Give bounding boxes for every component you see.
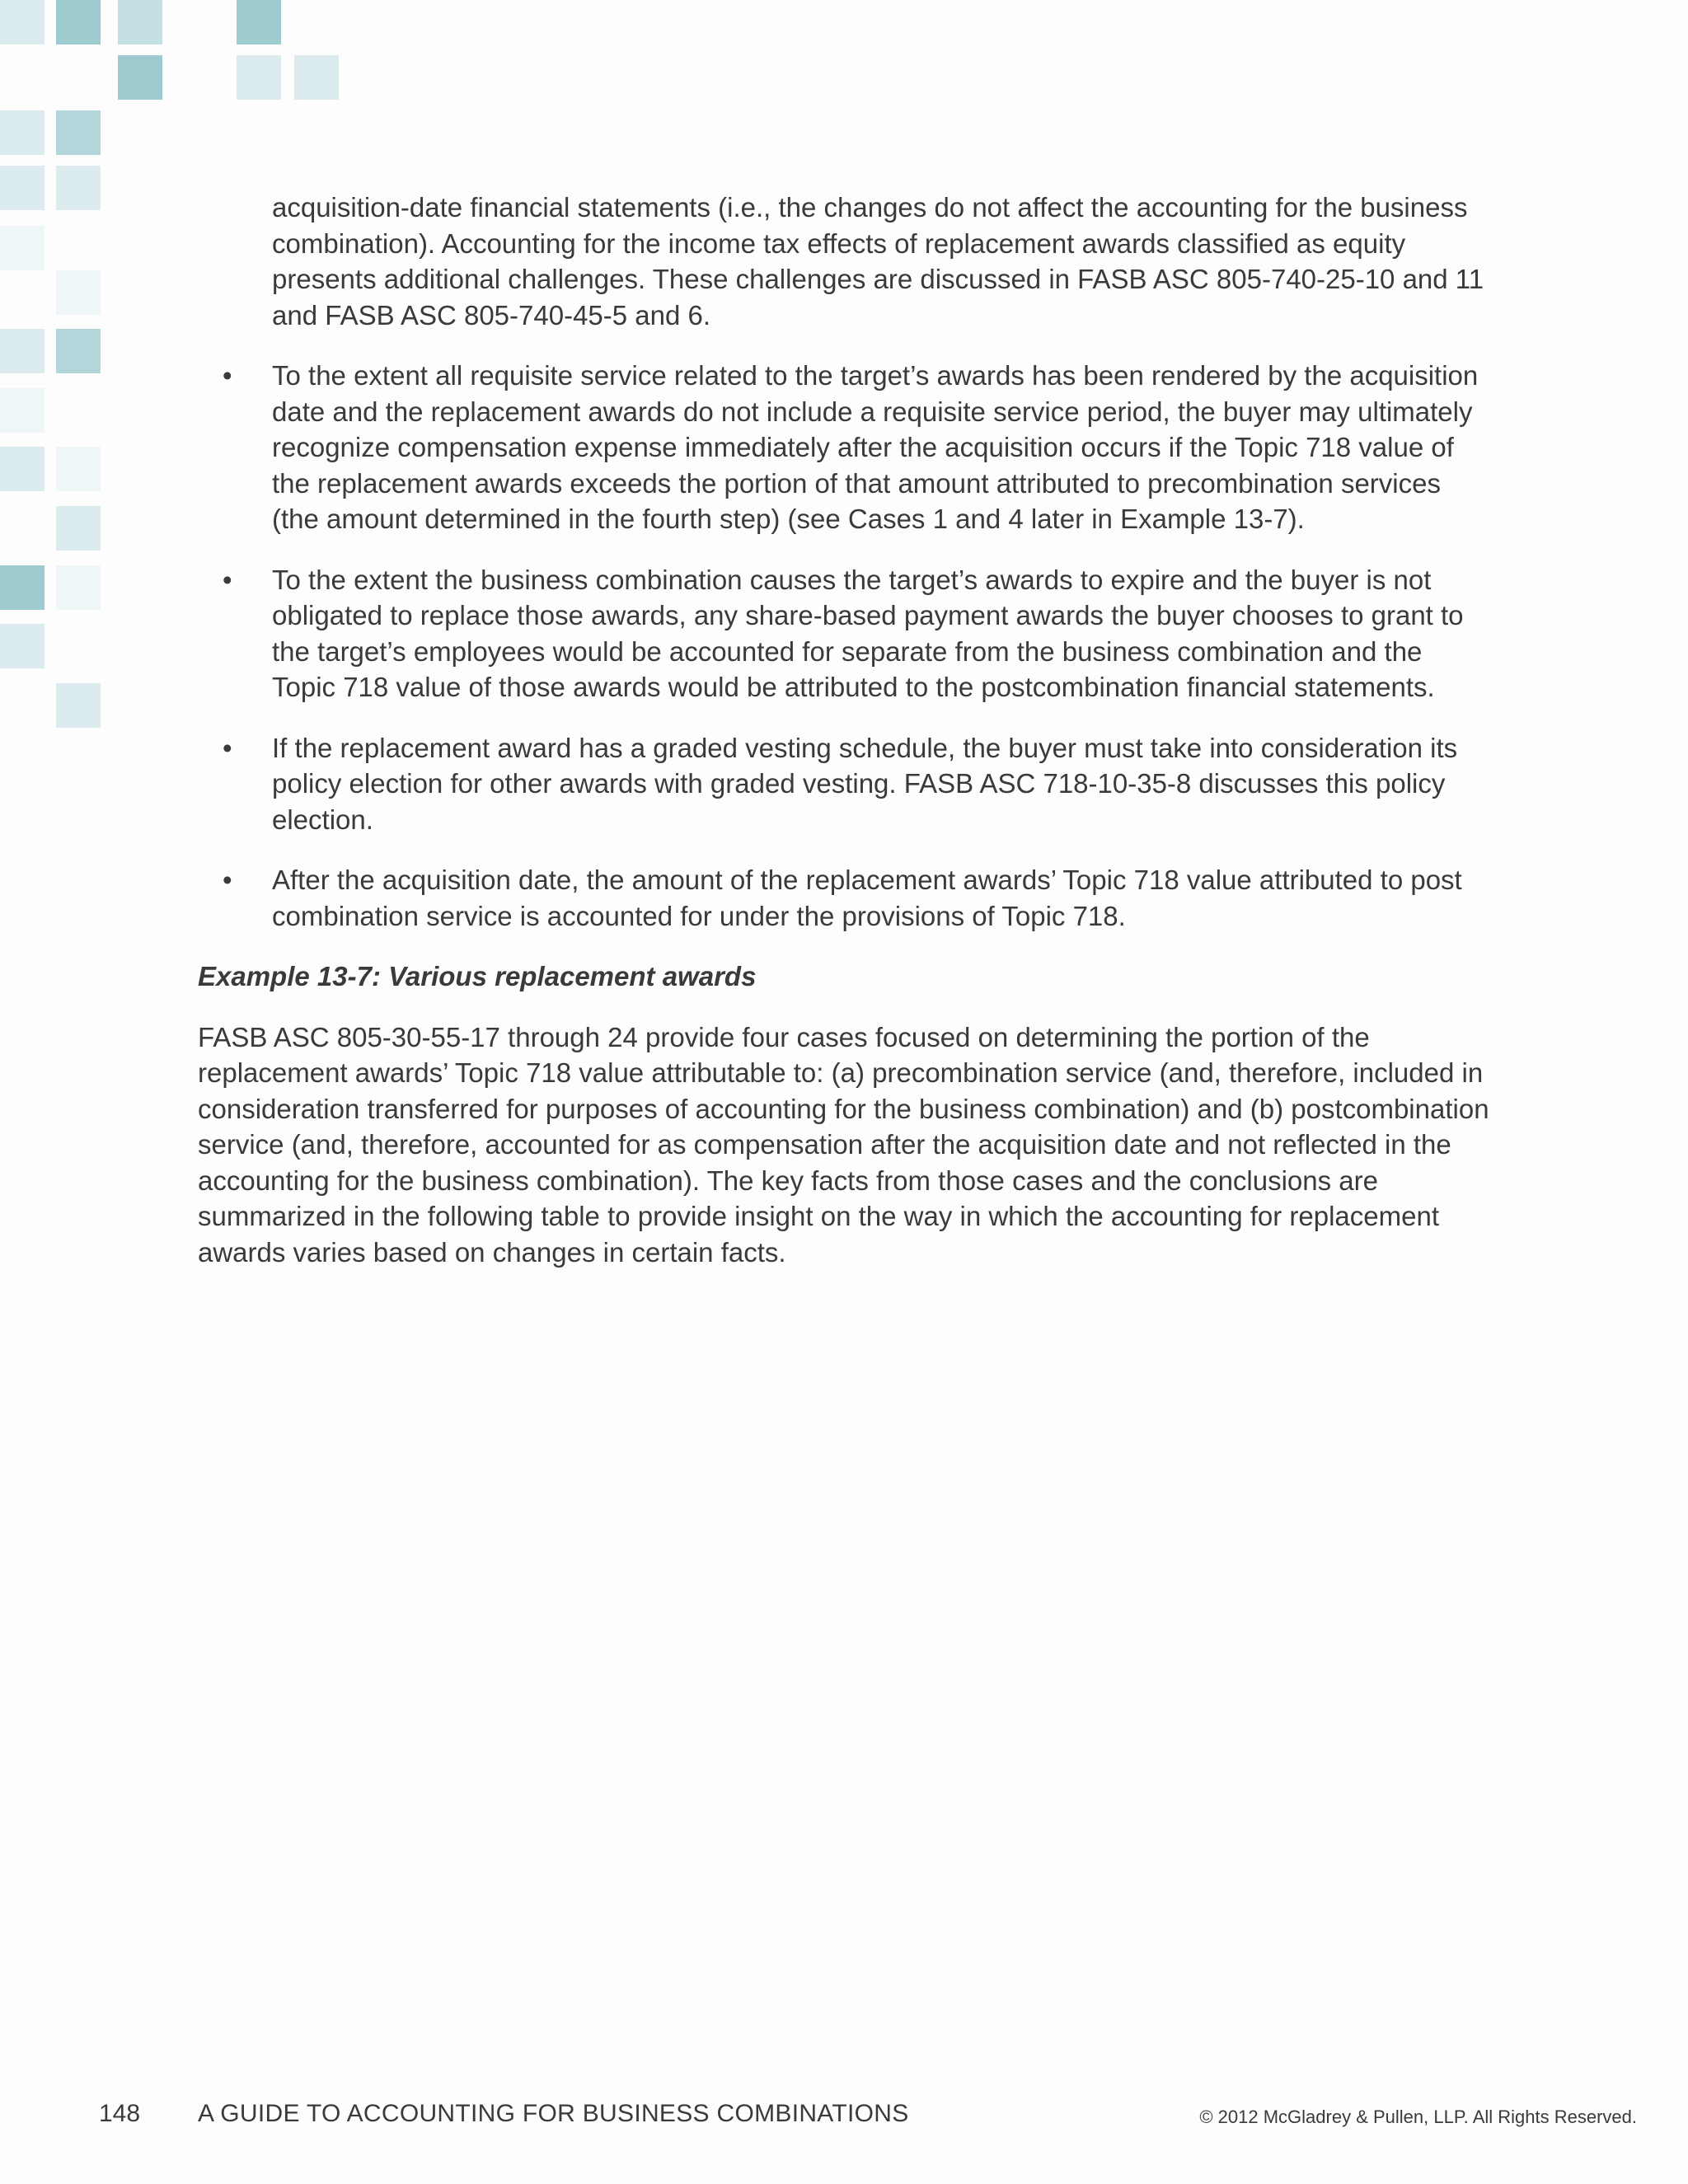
- list-item: [198, 358, 1492, 537]
- decor-square: [56, 447, 101, 491]
- decor-square: [118, 0, 162, 45]
- decor-square: [0, 388, 45, 433]
- example-heading: Example 13-7: Various replacement awards: [198, 961, 757, 991]
- example-paragraph: FASB ASC 805-30-55-17 through 24 provide four cases focused on determining the portion of the replacement awards’ Topic 718 value attributable to: (a) precombination service (and, therefore, included in consideration transferred for purposes of accounting for the business combination) and (b) postcombination service (and, therefore, accounted for as compensation after the acquisition date and not reflected in the accounting for the business combination). The key facts from those cases and the conclusions are summarized in the following table to provide insight on the way in which the accounting for replacement awards varies based on changes in certain facts.: [198, 1021, 1489, 1268]
- decor-square: [0, 110, 45, 155]
- decor-square: [56, 270, 101, 315]
- decor-square: [0, 226, 45, 270]
- book-title: A GUIDE TO ACCOUNTING FOR BUSINESS COMBINATIONS: [198, 2100, 909, 2127]
- decor-square: [0, 166, 45, 210]
- decor-square: [56, 0, 101, 45]
- list-item: [198, 562, 1492, 705]
- list-item-text: To the extent all requisite service related to the target’s awards has been rendered by the acquisition date and the replacement awards do not include a requisite service period, the buyer may ultimately recognize compensation expense immediately after the acquisition occurs if the Topic 718 value of the replacement awards exceeds the portion of that amount attributed to precombination services (the amount determined in the fourth step) (see Cases 1 and 4 later in Example 13-7).: [272, 360, 1479, 534]
- decor-square: [0, 624, 45, 668]
- decor-square: [0, 329, 45, 373]
- decor-square: [237, 0, 281, 45]
- decor-square: [118, 55, 162, 100]
- decor-square: [56, 683, 101, 728]
- list-item-text: To the extent the business combination causes the target’s awards to expire and the buyer is not obligated to replace those awards, any share-based payment awards the buyer chooses to grant to the target’s employees would be accounted for separate from the business combination and the Topic 718 value of those awards would be attributed to the postcombination financial statements.: [272, 564, 1464, 702]
- bullet-icon: •: [223, 865, 232, 895]
- continued-paragraph: acquisition-date financial statements (i.e., the changes do not affect the accounting for the business combination). Accounting for the income tax effects of replacement awards classified as equity presents additional challenges. These challenges are discussed in FASB ASC 805-740-25-10 and 11 and FASB ASC 805-740-45-5 and 6.: [272, 192, 1484, 330]
- decor-square: [0, 0, 45, 45]
- bullet-icon: •: [223, 360, 232, 391]
- decor-square: [0, 447, 45, 491]
- list-item-text: If the replacement award has a graded vesting schedule, the buyer must take into consideration its policy election for other awards with graded vesting. FASB ASC 718-10-35-8 discusses this policy election.: [272, 732, 1458, 835]
- list-item: [198, 862, 1492, 934]
- decor-square: [56, 565, 101, 610]
- decor-square: [56, 506, 101, 551]
- decor-square: [56, 329, 101, 373]
- decor-square: [0, 565, 45, 610]
- copyright-notice: © 2012 McGladrey & Pullen, LLP. All Rights Reserved.: [1199, 2107, 1637, 2127]
- main-content: [198, 190, 1492, 1270]
- list-item: [198, 730, 1492, 838]
- bullet-list: [198, 358, 1492, 934]
- decor-square: [56, 110, 101, 155]
- decor-square: [237, 55, 281, 100]
- page-number: 148: [99, 2100, 141, 2127]
- decor-square: [294, 55, 339, 100]
- decor-square: [56, 166, 101, 210]
- list-item-text: After the acquisition date, the amount of the replacement awards’ Topic 718 value attributed to post combination service is accounted for under the provisions of Topic 718.: [272, 865, 1462, 931]
- bullet-icon: •: [223, 732, 232, 763]
- page-footer: [0, 2100, 1688, 2136]
- bullet-icon: •: [223, 564, 232, 595]
